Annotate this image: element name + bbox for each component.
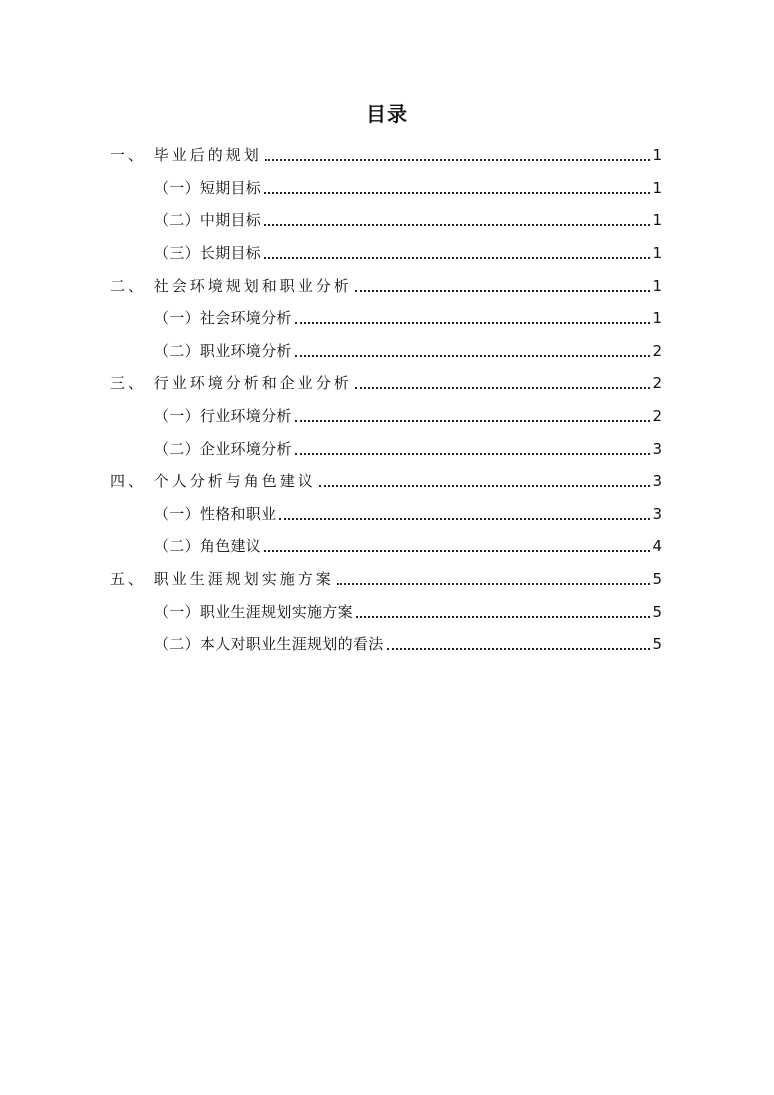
toc-dot-leader — [265, 159, 651, 161]
toc-dot-leader — [264, 224, 650, 226]
table-of-contents — [110, 139, 662, 661]
toc-dot-leader — [295, 355, 651, 357]
toc-dot-leader — [264, 192, 650, 194]
toc-section-entry[interactable] — [110, 367, 662, 400]
toc-subsection-entry[interactable] — [110, 302, 662, 335]
toc-dot-leader — [387, 648, 651, 650]
toc-entry-label: （一）职业生涯规划实施方案 — [154, 602, 353, 621]
toc-dot-leader — [264, 257, 650, 259]
toc-entry-label: （一）行业环境分析 — [154, 407, 292, 426]
toc-entry-label: （一）社会环境分析 — [154, 309, 292, 328]
toc-entry-label: （二）中期目标 — [154, 211, 262, 230]
toc-subsection-entry[interactable] — [110, 498, 662, 531]
toc-dot-leader — [319, 485, 651, 487]
toc-subsection-entry[interactable] — [110, 628, 662, 661]
toc-entry-label: （三）长期目标 — [154, 244, 262, 263]
toc-subsection-entry[interactable] — [110, 237, 662, 270]
toc-dot-leader — [295, 420, 651, 422]
toc-subsection-entry[interactable] — [110, 432, 662, 465]
toc-page-number: 2 — [652, 407, 662, 426]
toc-section-entry[interactable] — [110, 465, 662, 498]
toc-subsection-entry[interactable] — [110, 335, 662, 368]
toc-page-number: 3 — [652, 439, 662, 458]
toc-subsection-entry[interactable] — [110, 204, 662, 237]
toc-dot-leader — [356, 616, 651, 618]
toc-entry-label: （一）性格和职业 — [154, 504, 277, 523]
toc-entry-label: （一）短期目标 — [154, 178, 262, 197]
toc-entry-label: （二）企业环境分析 — [154, 439, 292, 458]
toc-page-number: 1 — [652, 146, 662, 165]
toc-subsection-entry[interactable] — [110, 530, 662, 563]
toc-entry-label: 二、 社会环境规划和职业分析 — [110, 276, 352, 295]
toc-subsection-entry[interactable] — [110, 172, 662, 205]
toc-dot-leader — [279, 518, 650, 520]
toc-dot-leader — [295, 322, 651, 324]
toc-entry-label: 一、 毕业后的规划 — [110, 146, 262, 165]
toc-dot-leader — [355, 290, 651, 292]
toc-page-number: 5 — [652, 602, 662, 621]
toc-page-number: 1 — [652, 244, 662, 263]
toc-entry-label: 五、 职业生涯规划实施方案 — [110, 570, 334, 589]
toc-page-number: 3 — [652, 472, 662, 491]
toc-page-number: 1 — [652, 211, 662, 230]
toc-subsection-entry[interactable] — [110, 595, 662, 628]
toc-section-entry[interactable] — [110, 269, 662, 302]
toc-page-number: 1 — [652, 276, 662, 295]
toc-dot-leader — [337, 583, 651, 585]
toc-subsection-entry[interactable] — [110, 400, 662, 433]
toc-entry-label: 三、 行业环境分析和企业分析 — [110, 374, 352, 393]
toc-dot-leader — [295, 453, 651, 455]
toc-page-number: 2 — [652, 374, 662, 393]
toc-page-number: 5 — [652, 635, 662, 654]
toc-section-entry[interactable] — [110, 563, 662, 596]
toc-entry-label: （二）本人对职业生涯规划的看法 — [154, 635, 384, 654]
toc-entry-label: （二）职业环境分析 — [154, 341, 292, 360]
toc-section-entry[interactable] — [110, 139, 662, 172]
toc-page-number: 1 — [652, 178, 662, 197]
toc-page-number: 1 — [652, 309, 662, 328]
toc-page-number: 3 — [652, 504, 662, 523]
toc-dot-leader — [264, 550, 650, 552]
toc-page-number: 5 — [652, 570, 662, 589]
toc-dot-leader — [355, 387, 651, 389]
toc-entry-label: （二）角色建议 — [154, 537, 262, 556]
toc-page-number: 2 — [652, 341, 662, 360]
toc-page-number: 4 — [652, 537, 662, 556]
toc-title: 目录 — [366, 102, 408, 126]
toc-entry-label: 四、 个人分析与角色建议 — [110, 472, 316, 491]
